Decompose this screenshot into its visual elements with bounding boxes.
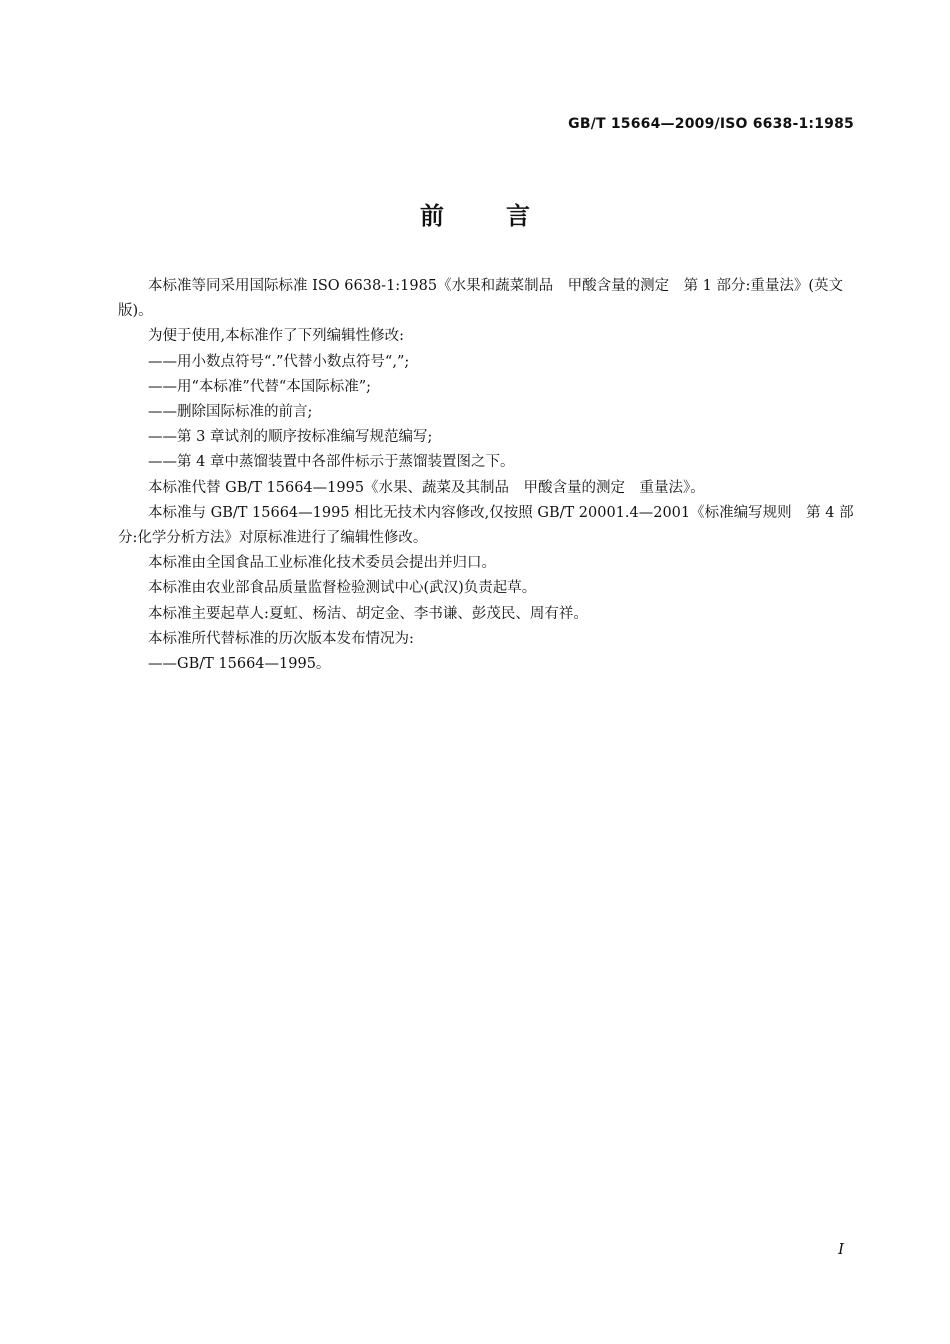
paragraph-edit-intro: 为便于使用,本标准作了下列编辑性修改: bbox=[148, 328, 404, 345]
page-number: I bbox=[838, 1240, 844, 1258]
list-item: ——删除国际标准的前言; bbox=[148, 404, 313, 421]
paragraph-changes: 本标准与 GB/T 15664—1995 相比无技术内容修改,仅按照 GB/T 20001.4—2001《标准编写规则 第 4 部分:化学分析方法》对原标准进行了编辑性修改。 bbox=[118, 504, 854, 547]
list-item: ——第 4 章中蒸馏装置中各部件标示于蒸馏装置图之下。 bbox=[148, 454, 515, 471]
paragraph-replaces: 本标准代替 GB/T 15664—1995《水果、蔬菜及其制品 甲酸含量的测定 重量法》。 bbox=[148, 479, 705, 496]
list-item: ——第 3 章试剂的顺序按标准编写规范编写; bbox=[148, 429, 433, 446]
foreword-body bbox=[118, 274, 856, 677]
list-item: ——GB/T 15664—1995。 bbox=[148, 656, 331, 673]
paragraph-drafting-org: 本标准由农业部食品质量监督检验测试中心(武汉)负责起草。 bbox=[148, 580, 537, 597]
paragraph-drafters: 本标准主要起草人:夏虹、杨洁、胡定金、李书谦、彭茂民、周有祥。 bbox=[148, 605, 588, 622]
paragraph-adoption: 本标准等同采用国际标准 ISO 6638-1:1985《水果和蔬菜制品 甲酸含量的测定 第 1 部分:重量法》(英文版)。 bbox=[118, 278, 844, 320]
page-title: 前言 bbox=[420, 202, 592, 230]
paragraph-proposer: 本标准由全国食品工业标准化技术委员会提出并归口。 bbox=[148, 555, 496, 572]
list-item: ——用“本标准”代替“本国际标准”; bbox=[148, 378, 372, 395]
paragraph-history-intro: 本标准所代替标准的历次版本发布情况为: bbox=[148, 630, 414, 647]
standard-number: GB/T 15664—2009/ISO 6638-1:1985 bbox=[568, 116, 854, 132]
list-item: ——用小数点符号“.”代替小数点符号“,”; bbox=[148, 353, 410, 370]
